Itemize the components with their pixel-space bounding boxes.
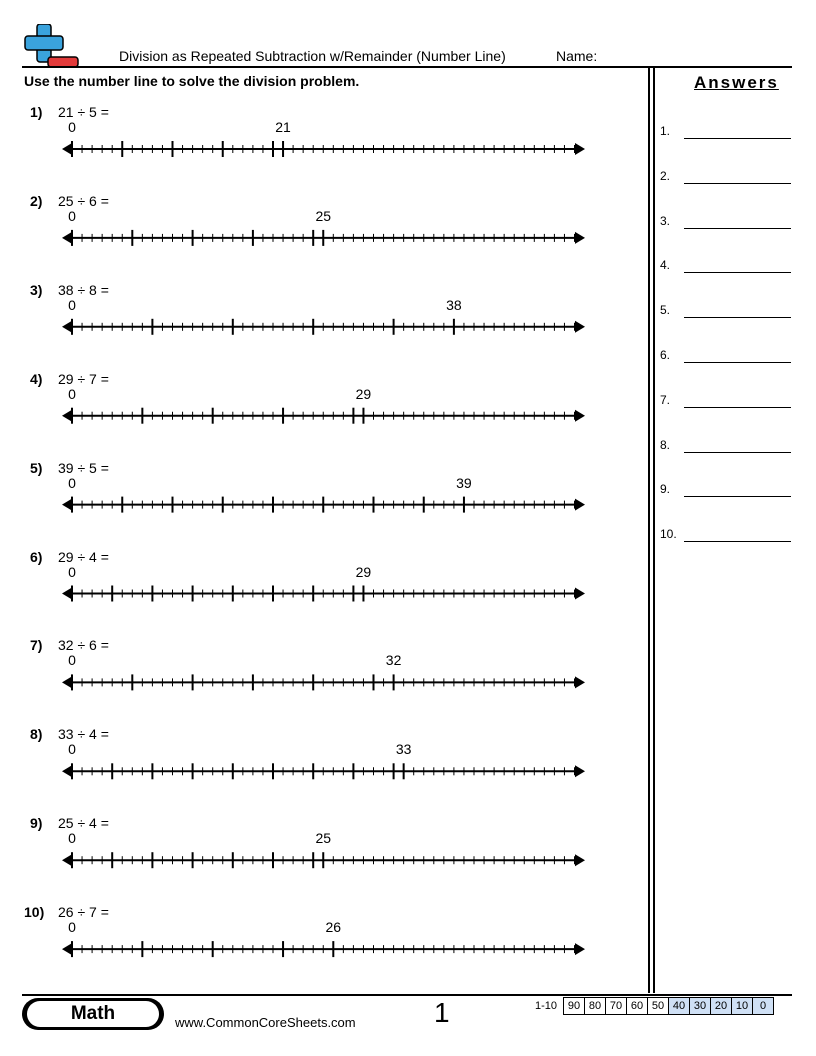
number-line-start-label: 0 [68,385,76,402]
number-line-start-label: 0 [68,563,76,580]
problem-number: 7) [30,637,43,654]
number-line-start-label: 0 [68,830,76,847]
answer-number: 4. [660,258,671,273]
score-cell: 30 [690,998,711,1015]
problem-question: 39 ÷ 5 = [58,459,109,476]
right-arrow-icon [575,765,585,777]
right-arrow-icon [575,676,585,688]
subject-label: Math [27,1001,159,1027]
answer-number: 9. [660,482,671,497]
number-line [62,852,585,868]
score-cell: 90 [564,998,585,1015]
right-arrow-icon [575,143,585,155]
problem-question: 33 ÷ 4 = [58,726,109,743]
number-line [62,674,585,690]
number-line [62,230,585,246]
score-range-label: 1-10 [535,1000,558,1012]
number-line-end-label: 25 [315,830,332,847]
number-line [62,763,585,779]
problem-question: 29 ÷ 4 = [58,548,109,565]
number-line [62,319,585,335]
right-arrow-icon [575,588,585,600]
left-arrow-icon [62,676,72,688]
right-arrow-icon [575,232,585,244]
number-line-end-label: 38 [446,296,462,313]
number-line-start-label: 0 [68,207,76,224]
instructions: Use the number line to solve the division problem. [24,73,360,89]
problem-number: 2) [30,192,43,209]
number-line-end-label: 26 [325,919,342,936]
score-cell: 50 [648,998,669,1015]
left-arrow-icon [62,588,72,600]
score-cell: 20 [711,998,732,1015]
problem-question: 29 ÷ 7 = [58,370,109,387]
number-line-end-label: 29 [355,563,372,580]
subject-badge [22,998,164,1030]
score-cell: 0 [753,998,774,1015]
problem-number: 3) [30,281,43,298]
problem-number: 1) [30,104,43,120]
number-line-end-label: 29 [355,385,372,402]
score-table [532,997,774,1015]
number-line-end-label: 21 [275,119,291,135]
number-line-end-label: 32 [385,652,402,669]
footer-divider [22,994,792,996]
score-cell: 10 [732,998,753,1015]
problem-question: 25 ÷ 4 = [58,815,109,832]
answer-number: 5. [660,303,671,318]
left-arrow-icon [62,143,72,155]
left-arrow-icon [62,410,72,422]
number-line-start-label: 0 [68,919,76,936]
answer-number: 1. [660,124,671,138]
number-line [62,408,585,424]
number-line-start-label: 0 [68,119,76,135]
number-line [62,586,585,602]
left-arrow-icon [62,232,72,244]
number-line [62,497,585,513]
problem-number: 9) [30,815,43,832]
problem-question: 32 ÷ 6 = [58,637,109,654]
right-arrow-icon [575,321,585,333]
answer-number: 8. [660,437,671,452]
answer-number: 3. [660,213,671,228]
problem-question: 26 ÷ 7 = [58,904,109,921]
left-arrow-icon [62,943,72,955]
right-arrow-icon [575,410,585,422]
problem-number: 10) [24,904,45,921]
answer-number: 6. [660,348,671,362]
number-line-end-label: 39 [456,474,472,491]
problem-number: 6) [30,548,43,565]
answer-number: 7. [660,392,671,407]
score-cell: 60 [627,998,648,1015]
page-number: 1 [434,997,450,1028]
left-arrow-icon [62,765,72,777]
website-url: www.CommonCoreSheets.com [175,1015,356,1030]
left-arrow-icon [62,499,72,511]
number-line-end-label: 25 [315,207,332,224]
number-line-start-label: 0 [68,474,76,491]
problem-number: 4) [30,370,43,387]
number-line-end-label: 33 [395,741,412,758]
score-cell: 40 [669,998,690,1015]
name-label: Name: [556,48,598,64]
left-arrow-icon [62,854,72,866]
problem-question: 21 ÷ 5 = [58,104,109,120]
number-line-start-label: 0 [68,652,76,669]
answers-heading: Answers [694,73,779,92]
number-line-start-label: 0 [68,296,76,313]
right-arrow-icon [575,943,585,955]
answer-number: 2. [660,168,671,183]
problem-question: 38 ÷ 8 = [58,281,109,298]
problem-number: 5) [30,459,43,476]
right-arrow-icon [575,854,585,866]
problem-question: 25 ÷ 6 = [58,192,109,209]
number-line-start-label: 0 [68,741,76,758]
answer-number: 10. [660,527,677,542]
score-row [532,998,774,1015]
worksheet-title: Division as Repeated Subtraction w/Remainder (Number Line) [119,48,506,64]
number-line [62,941,585,957]
problem-number: 8) [30,726,43,743]
left-arrow-icon [62,321,72,333]
right-arrow-icon [575,499,585,511]
score-cell: 80 [585,998,606,1015]
number-line [62,141,585,157]
score-cell: 70 [606,998,627,1015]
